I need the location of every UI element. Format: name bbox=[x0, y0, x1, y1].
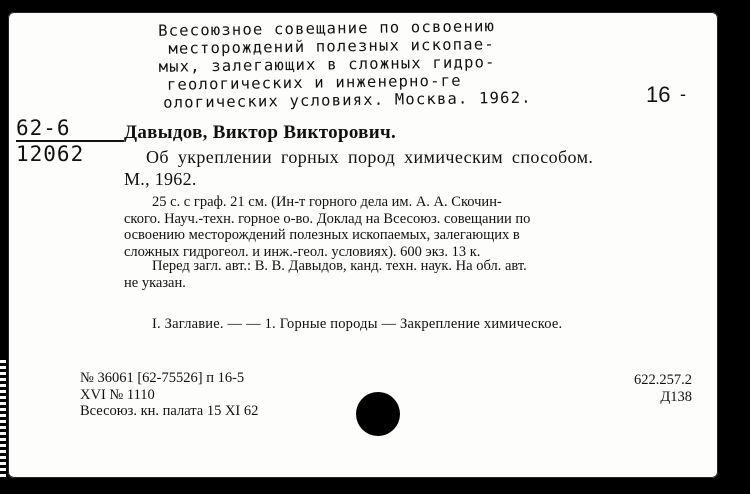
scan-edge-artifact bbox=[0, 360, 6, 480]
handwritten-dash: - bbox=[680, 84, 686, 104]
udc-code: 622.257.2 bbox=[634, 372, 692, 388]
physical-description bbox=[124, 194, 698, 260]
registration-line: XVI № 1110 bbox=[80, 386, 155, 403]
author-note bbox=[124, 258, 698, 292]
shelf-mark-top: 62-6 bbox=[16, 116, 124, 142]
punch-hole bbox=[356, 392, 400, 436]
classification-codes bbox=[612, 372, 692, 405]
title-line: Об укреплении горных пород химическим способом. bbox=[146, 147, 594, 167]
author-mark: Д138 bbox=[660, 388, 692, 405]
handwritten-note-line: мых, залегающих в сложных гидро- bbox=[158, 53, 496, 76]
registration-line: № 36061 [62-75526] п 16-5 bbox=[80, 370, 245, 386]
registration-line: Всесоюз. кн. палата 15 XI 62 bbox=[80, 403, 259, 419]
catalog-card bbox=[8, 12, 718, 478]
registration-info bbox=[80, 370, 258, 420]
author-heading: Давыдов, Виктор Викторович. bbox=[124, 122, 397, 143]
shelf-mark-bottom: 12062 bbox=[16, 142, 85, 166]
shelf-mark bbox=[16, 116, 124, 166]
handwritten-note bbox=[148, 14, 718, 112]
handwritten-note-line: ологических условиях. Москва. 1962. bbox=[163, 88, 532, 112]
description-line: освоению месторождений полезных ископаемых, залегающих в bbox=[124, 227, 520, 243]
handwritten-note-line: геологических и инженерно-ге bbox=[166, 71, 462, 94]
imprint-line: М., 1962. bbox=[124, 169, 197, 189]
subject-tracing: I. Заглавие. — — 1. Горные породы — Закрепление химическое. bbox=[152, 316, 563, 332]
description-line: ского. Науч.-техн. горное о-во. Доклад на Всесоюз. совещании по bbox=[124, 210, 531, 227]
handwritten-note-line: Всесоюзное совещание по освоению bbox=[157, 17, 496, 40]
handwritten-number: 16 bbox=[646, 82, 671, 107]
description-line: 25 с. с граф. 21 см. (Ин-т горного дела им. А. А. Скочин- bbox=[152, 194, 502, 210]
note-line: Перед загл. авт.: В. В. Давыдов, канд. техн. наук. На обл. авт. bbox=[152, 258, 527, 274]
description-line: сложных гидрогеол. и инж.-геол. условиях). 600 экз. 13 к. bbox=[124, 243, 481, 260]
note-line: не указан. bbox=[124, 275, 186, 291]
handwritten-note-line: месторождений полезных ископае- bbox=[168, 35, 495, 58]
